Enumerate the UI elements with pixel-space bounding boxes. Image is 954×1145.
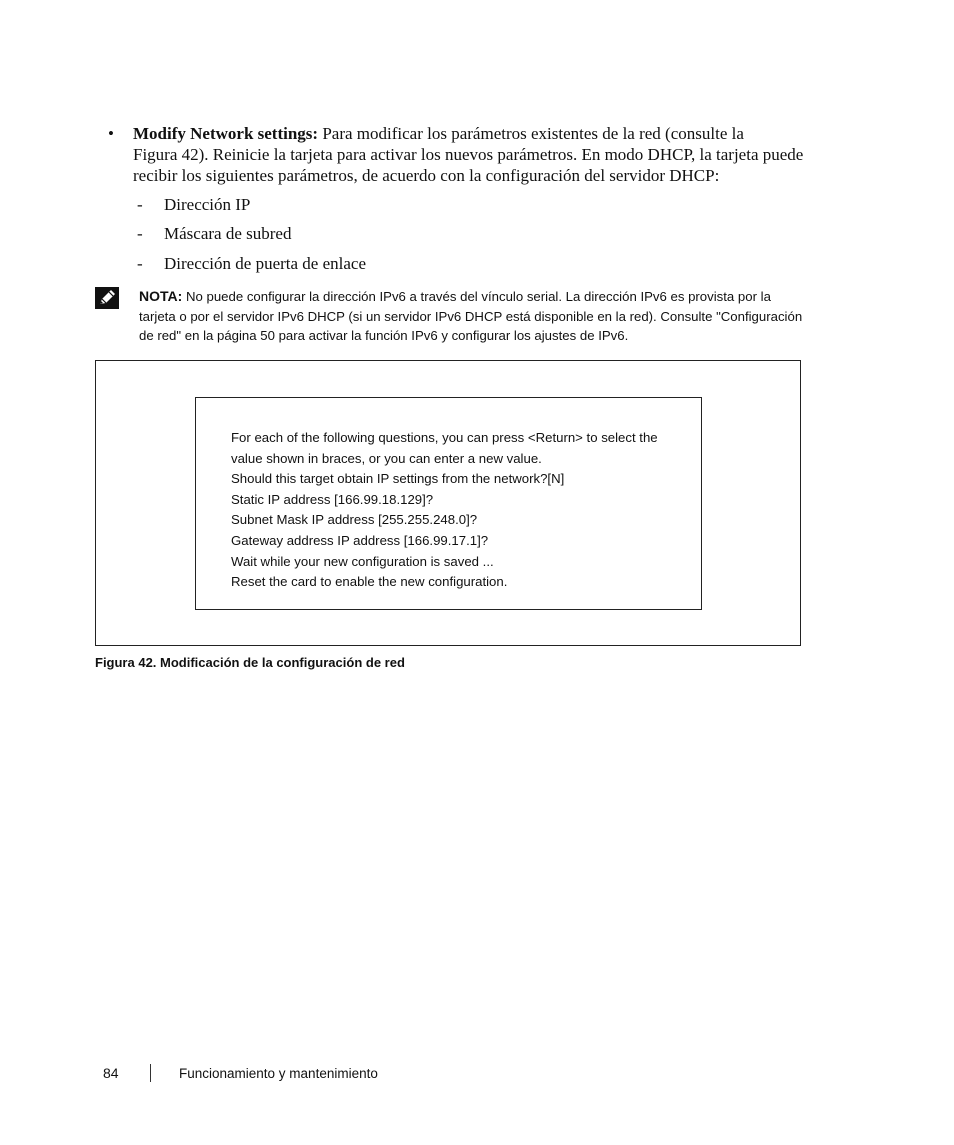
console-line: Subnet Mask IP address [255.255.248.0]? (231, 512, 478, 528)
sub-item-label: Dirección IP (164, 195, 251, 214)
bullet-symbol: • (108, 124, 114, 143)
bullet-text-line-1: Para modificar los parámetros existentes de la red (consulte la (318, 124, 744, 143)
console-line: value shown in braces, or you can enter a new value. (231, 450, 542, 466)
footer-section-title: Funcionamiento y mantenimiento (179, 1066, 378, 1081)
pencil-note-icon (95, 287, 119, 309)
footer-divider (150, 1064, 151, 1082)
sub-item-label: Dirección de puerta de enlace (164, 254, 366, 273)
console-line: Reset the card to enable the new configuration. (231, 574, 508, 590)
console-line: Gateway address IP address [166.99.17.1]? (231, 532, 489, 548)
note-line-3: de red" en la página 50 para activar la función IPv6 y configurar los ajustes de IPv6. (139, 328, 629, 343)
console-box (195, 397, 702, 610)
bullet-text-line-2: Figura 42). Reinicie la tarjeta para activar los nuevos parámetros. En modo DHCP, la tarjeta puede (133, 145, 804, 164)
bullet-term: Modify Network settings: (133, 124, 319, 143)
note-line-2: tarjeta o por el servidor IPv6 DHCP (si un servidor IPv6 DHCP está disponible en la red). Consulte "Configuración (139, 308, 803, 324)
console-line: For each of the following questions, you can press <Return> to select the (231, 430, 658, 445)
figure-caption: Figura 42. Modificación de la configuración de red (95, 655, 405, 670)
console-line: Wait while your new configuration is saved ... (231, 553, 494, 569)
sub-item-dash: - (137, 254, 143, 273)
console-text (231, 428, 691, 593)
note-line-1: No puede configurar la dirección IPv6 a través del vínculo serial. La dirección IPv6 es provista por la (182, 289, 771, 304)
note-paragraph (139, 287, 859, 346)
bullet-text-line-3: recibir los siguientes parámetros, de acuerdo con la configuración del servidor DHCP: (133, 166, 720, 185)
console-line: Static IP address [166.99.18.129]? (231, 491, 434, 507)
sub-item-label: Máscara de subred (164, 224, 292, 243)
page-number: 84 (103, 1065, 119, 1081)
note-label: NOTA: (139, 288, 183, 304)
console-line: Should this target obtain IP settings from the network?[N] (231, 471, 565, 487)
sub-item-dash: - (137, 224, 143, 243)
bullet-paragraph (133, 123, 868, 186)
sub-item-dash: - (137, 195, 143, 214)
